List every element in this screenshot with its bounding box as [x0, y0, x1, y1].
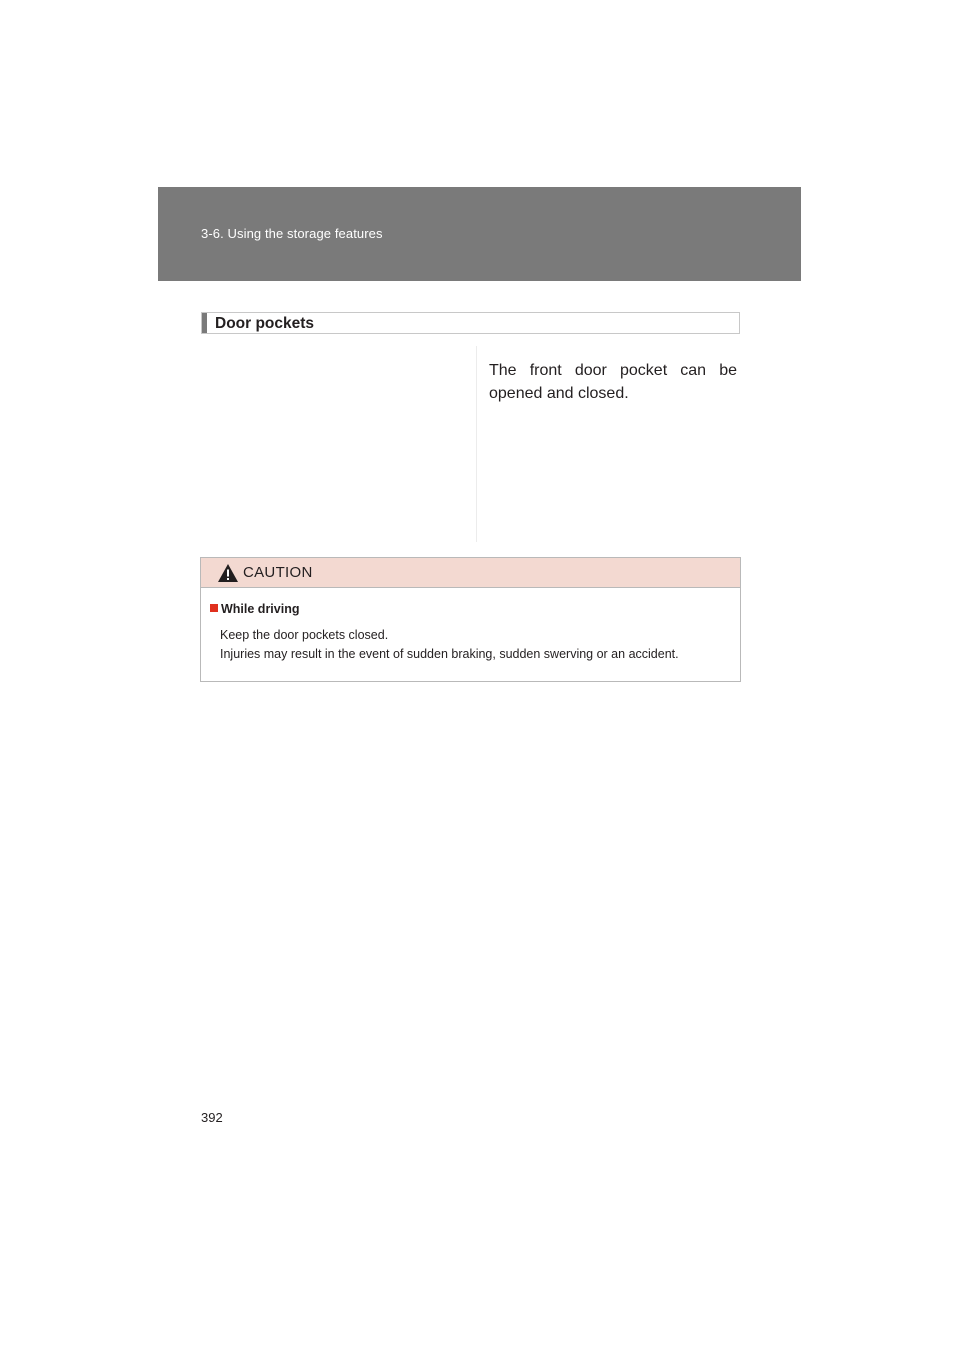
- body-text: The front door pocket can be opened and closed.: [489, 362, 737, 402]
- caution-text-line: Injuries may result in the event of sudden braking, sudden swerving or an accident.: [220, 647, 679, 661]
- section-header-band: [158, 187, 801, 281]
- subsection-title: Door pockets: [215, 315, 315, 332]
- caution-label: CAUTION: [243, 564, 313, 581]
- illustration-area: [201, 346, 477, 542]
- caution-text-line: Keep the door pockets closed.: [220, 628, 389, 642]
- page-number: 392: [201, 1110, 223, 1125]
- warning-triangle-icon: [217, 563, 239, 583]
- caution-item-heading: [210, 602, 299, 616]
- section-title: 3-6. Using the storage features: [201, 226, 383, 241]
- subsection-accent-bar: [202, 313, 207, 333]
- caution-item-heading-text: While driving: [221, 602, 300, 616]
- bullet-square-icon: [210, 604, 218, 612]
- caution-box: [200, 557, 741, 682]
- caution-header: [201, 558, 740, 588]
- subsection-heading: [201, 312, 740, 334]
